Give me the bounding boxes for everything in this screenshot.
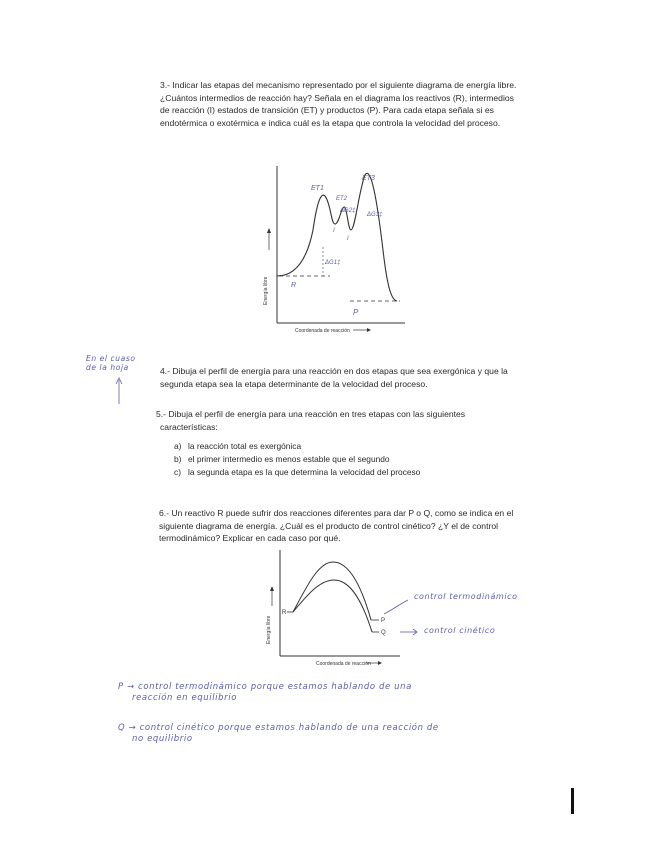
fig1-dg1: ΔG1‡: [325, 260, 341, 266]
q5-line-1: 5.- Dibuja el perfil de energía para una reacción en tres etapas con las siguientes: [156, 409, 466, 419]
fig2-curve-kinetic: [293, 580, 372, 632]
thermo-arrow-icon: [382, 596, 412, 616]
question-4: [160, 365, 540, 390]
fig1-ylabel: Energía libre: [263, 276, 269, 305]
answer-p: P → control termodinámico porque estamos hablando de una reacción en equilibrio: [118, 682, 412, 703]
fig1-xlabel: Coordenada de reacción: [295, 328, 350, 334]
kinetic-arrow-icon: [398, 628, 420, 636]
fig1-dg3: ΔG3‡: [367, 212, 383, 218]
q5-line-2: características:: [160, 421, 218, 432]
question-5: [156, 408, 536, 433]
fig1-p: P: [353, 308, 359, 317]
note-thermo: control termodinámico: [414, 592, 518, 601]
fig2-xlabel: Coordenada de reacción: [316, 661, 371, 667]
fig2-ylabel: Energía libre: [266, 615, 272, 644]
fig1-et1: ET1: [311, 185, 324, 192]
energy-diagram-1: [255, 160, 415, 340]
q6-line-2: siguiente diagrama de energía. ¿Cuál es el producto de control cinético? ¿Y el de control: [159, 520, 499, 531]
list-item: b) el primer intermedio es menos estable que el segundo: [174, 454, 390, 464]
q3-line-1: 3.- Indicar las etapas del mecanismo representado por el siguiente diagrama de energía libre.: [160, 80, 517, 90]
note-kinetic: control cinético: [424, 626, 496, 635]
q3-line-3: de reacción (I) estados de transición (ET) y productos (P). Para cada etapa señala si es: [160, 105, 494, 116]
q3-line-4: endotérmica o exotérmica e indica cuál es la etapa que controla la velocidad del proceso.: [160, 117, 501, 128]
fig1-et2: ET2: [336, 196, 348, 202]
q4-line-2: segunda etapa sea la etapa determinante de la velocidad del proceso.: [160, 378, 428, 389]
fig2-curve-thermo: [293, 562, 371, 620]
margin-note: En el cuaso de la hoja: [86, 354, 136, 372]
fig2-p: P: [381, 618, 386, 624]
scan-edge-mark: [571, 788, 574, 814]
answer-q: Q → control cinético porque estamos hablando de una reacción de no equilibrio: [118, 723, 439, 744]
margin-arrow-icon: [114, 376, 124, 406]
list-item: c) la segunda etapa es la que determina la velocidad del proceso: [174, 467, 421, 477]
fig1-i1: I: [333, 228, 335, 234]
fig1-et3: ET3: [362, 175, 375, 182]
q3-line-2: ¿Cuántos intermedios de reacción hay? Señala en el diagrama los reactivos (R), intermedios: [160, 92, 514, 103]
list-item: a) la reacción total es exergónica: [174, 441, 302, 451]
question-3: [160, 79, 540, 129]
fig1-dg2: ΔG2‡: [340, 208, 356, 214]
q5-list: [174, 440, 514, 479]
q4-line-1: 4.- Dibuja el perfil de energía para una reacción en dos etapas que sea exergónica y que la: [160, 366, 508, 376]
question-6: [159, 507, 539, 545]
fig2-r: R: [282, 610, 287, 616]
fig1-i2: I: [347, 236, 349, 242]
fig2-q: Q: [381, 630, 386, 636]
fig1-r: R: [291, 282, 297, 289]
q6-line-3: termodinámico? Explicar en cada caso por qué.: [159, 533, 341, 544]
q6-line-1: 6.- Un reactivo R puede sufrir dos reacciones diferentes para dar P o Q, como se indica en el: [159, 508, 514, 518]
